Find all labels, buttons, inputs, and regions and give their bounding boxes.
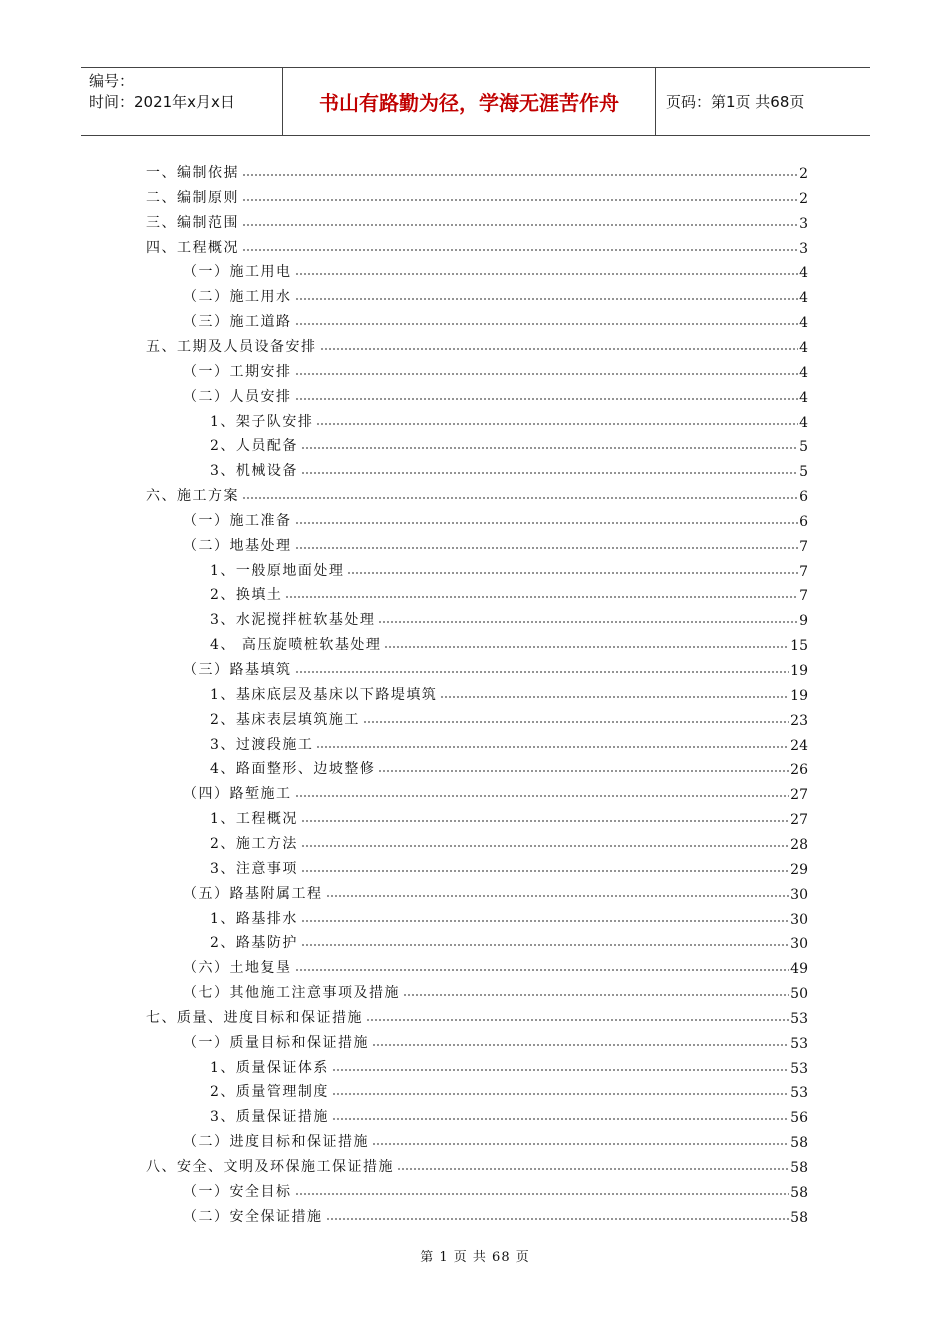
toc-dot-leader: [320, 346, 799, 352]
toc-entry[interactable]: [210, 705, 808, 729]
toc-dot-leader: [242, 247, 798, 253]
toc-entry-page: 19: [790, 687, 808, 704]
toc-entry-title: （一）安全目标: [183, 1183, 292, 1200]
toc-dot-leader: [316, 744, 789, 750]
toc-entry-page: 53: [790, 1010, 808, 1027]
toc-entry-title: 1、架子队安排: [210, 413, 314, 430]
toc-entry-page: 50: [790, 986, 808, 1003]
toc-dot-leader: [242, 197, 798, 203]
toc-entry-page: 56: [790, 1110, 808, 1127]
toc-dot-leader: [378, 768, 789, 774]
toc-entry[interactable]: [210, 1077, 808, 1101]
toc-entry-page: 6: [799, 489, 808, 506]
toc-entry-title: （二）施工用水: [183, 289, 292, 306]
toc-entry-title: （二）安全保证措施: [183, 1208, 323, 1225]
toc-dot-leader: [332, 1116, 789, 1122]
toc-entry-page: 53: [790, 1060, 808, 1077]
toc-entry[interactable]: [210, 804, 808, 828]
toc-entry[interactable]: [210, 1053, 808, 1077]
toc-entry-page: 53: [790, 1035, 808, 1052]
toc-dot-leader: [301, 470, 798, 476]
toc-entry[interactable]: [210, 854, 808, 878]
toc-entry[interactable]: [146, 1152, 808, 1176]
toc-entry-title: 2、质量管理制度: [210, 1084, 329, 1101]
toc-entry-title: 八、安全、文明及环保施工保证措施: [146, 1159, 394, 1175]
toc-entry[interactable]: [210, 829, 808, 853]
toc-entry[interactable]: [146, 233, 808, 257]
toc-entry-title: （三）施工道路: [183, 314, 292, 331]
toc-dot-leader: [378, 619, 798, 625]
toc-entry-title: （二）进度目标和保证措施: [183, 1134, 369, 1151]
toc-entry-page: 6: [799, 513, 808, 530]
toc-entry[interactable]: [183, 357, 808, 381]
toc-entry-page: 58: [790, 1184, 808, 1201]
toc-entry-title: （五）路基附属工程: [183, 885, 323, 902]
toc-entry[interactable]: [183, 978, 808, 1002]
toc-dot-leader: [384, 644, 789, 650]
toc-dot-leader: [295, 520, 799, 526]
toc-entry-title: 四、工程概况: [146, 239, 239, 256]
toc-dot-leader: [326, 893, 790, 899]
toc-entry-title: （一）质量目标和保证措施: [183, 1034, 369, 1051]
toc-entry[interactable]: [210, 605, 808, 629]
toc-entry-page: 9: [799, 613, 808, 630]
toc-dot-leader: [295, 1191, 790, 1197]
toc-entry[interactable]: [183, 1202, 808, 1226]
toc-dot-leader: [366, 1017, 789, 1023]
toc-entry-title: 3、注意事项: [210, 860, 298, 877]
toc-entry[interactable]: [210, 580, 808, 604]
toc-entry-title: 3、质量保证措施: [210, 1109, 329, 1126]
toc-entry-title: （一）工期安排: [183, 363, 292, 380]
toc-entry-title: 1、一般原地面处理: [210, 562, 345, 579]
toc-entry[interactable]: [210, 1102, 808, 1126]
header-motto: 书山有路勤为径，学海无涯苦作舟: [283, 68, 656, 135]
toc-entry-page: 19: [790, 663, 808, 679]
toc-entry-title: 2、基床表层填筑施工: [210, 711, 360, 728]
toc-dot-leader: [295, 793, 790, 799]
toc-dot-leader: [295, 296, 799, 302]
toc-entry[interactable]: [183, 382, 808, 406]
toc-dot-leader: [316, 421, 798, 427]
toc-entry-title: （七）其他施工注意事项及措施: [183, 985, 400, 1002]
toc-entry-title: 七、质量、进度目标和保证措施: [146, 1009, 363, 1026]
toc-entry-title: 3、过渡段施工: [210, 736, 314, 753]
toc-entry-page: 53: [790, 1085, 808, 1102]
toc-dot-leader: [295, 545, 799, 551]
toc-entry-page: 49: [790, 961, 808, 978]
toc-entry-title: （一）施工用电: [183, 264, 292, 281]
toc-entry-title: （六）土地复垦: [183, 960, 292, 977]
toc-entry-title: 4、 高压旋喷桩软基处理: [210, 637, 382, 654]
toc-entry-title: 三、编制范围: [146, 214, 239, 231]
toc-entry-title: 2、换填土: [210, 587, 283, 604]
toc-entry-page: 58: [790, 1209, 808, 1226]
toc-entry-page: 4: [799, 389, 808, 406]
toc-entry-page: 4: [799, 364, 808, 381]
toc-dot-leader: [332, 1091, 789, 1097]
toc-dot-leader: [301, 445, 798, 451]
toc-entry-title: 1、路基排水: [210, 910, 298, 927]
toc-dot-leader: [301, 868, 789, 874]
header-page-info: 页码：第1页 共68页: [666, 93, 805, 111]
toc-dot-leader: [242, 172, 798, 178]
toc-dot-leader: [403, 992, 789, 998]
toc-entry-page: 7: [799, 538, 808, 555]
toc-entry-page: 30: [790, 911, 808, 928]
toc-entry-title: （一）施工准备: [183, 512, 292, 529]
toc-entry[interactable]: [183, 879, 808, 903]
toc-entry-title: 3、水泥搅拌桩软基处理: [210, 612, 376, 629]
toc-entry-page: 2: [799, 166, 808, 182]
time-label: 时间：2021年x月x日: [89, 93, 235, 111]
toc-entry-title: （二）地基处理: [183, 537, 292, 554]
toc-entry-title: 一、编制依据: [146, 165, 239, 181]
toc-dot-leader: [295, 669, 790, 675]
toc-entry-title: 2、路基防护: [210, 935, 298, 952]
header-left-cell: [81, 68, 283, 135]
toc-entry-page: 5: [799, 464, 808, 481]
toc-entry-title: （四）路堑施工: [183, 786, 292, 803]
toc-entry-title: （二）人员安排: [183, 388, 292, 405]
toc-entry[interactable]: [183, 1028, 808, 1052]
toc-entry-title: 六、施工方案: [146, 488, 239, 505]
toc-entry[interactable]: [183, 655, 808, 679]
toc-entry[interactable]: [183, 257, 808, 281]
toc-entry-page: 4: [799, 265, 808, 282]
toc-dot-leader: [301, 843, 789, 849]
toc-entry[interactable]: [146, 183, 808, 207]
toc-entry-title: 3、机械设备: [210, 463, 298, 480]
toc-entry-page: 58: [790, 1160, 808, 1176]
toc-dot-leader: [397, 1166, 789, 1172]
toc-entry-title: 五、工期及人员设备安排: [146, 338, 317, 355]
toc-entry[interactable]: [183, 779, 808, 803]
toc-entry-page: 4: [799, 339, 808, 356]
toc-entry-title: 1、质量保证体系: [210, 1059, 329, 1076]
toc-entry[interactable]: [210, 680, 808, 704]
toc-entry[interactable]: [183, 1177, 808, 1201]
toc-dot-leader: [285, 594, 798, 600]
toc-entry-page: 15: [790, 638, 808, 655]
toc-entry-title: 二、编制原则: [146, 189, 239, 206]
toc-entry-page: 28: [790, 836, 808, 853]
toc-entry[interactable]: [210, 407, 808, 431]
toc-entry[interactable]: [210, 730, 808, 754]
toc-dot-leader: [372, 1141, 789, 1147]
toc-entry-page: 30: [790, 886, 808, 903]
toc-entry-page: 26: [790, 762, 808, 779]
toc-entry-page: 30: [790, 936, 808, 953]
toc-entry-page: 24: [790, 737, 808, 754]
toc-entry-page: 5: [799, 439, 808, 456]
toc-entry-page: 4: [799, 315, 808, 332]
toc-entry-page: 29: [790, 861, 808, 878]
toc-entry[interactable]: [210, 456, 808, 480]
page-footer: 第 1 页 共 68 页: [420, 1250, 530, 1265]
toc-entry-page: 4: [799, 414, 808, 431]
toc-dot-leader: [242, 222, 798, 228]
toc-entry[interactable]: [146, 158, 808, 182]
toc-entry[interactable]: [210, 904, 808, 928]
toc-dot-leader: [363, 719, 789, 725]
toc-dot-leader: [301, 942, 789, 948]
code-label: 编号：: [89, 72, 135, 90]
toc-entry[interactable]: [183, 1127, 808, 1151]
toc-entry-title: 4、路面整形、边坡整修: [210, 761, 376, 778]
toc-dot-leader: [440, 694, 789, 700]
toc-dot-leader: [295, 396, 799, 402]
toc-entry[interactable]: [210, 630, 808, 654]
toc-entry-page: 23: [790, 712, 808, 729]
toc-dot-leader: [347, 570, 798, 576]
toc-entry[interactable]: [146, 208, 808, 232]
toc-entry-title: （三）路基填筑: [183, 662, 292, 678]
toc-entry-page: 27: [790, 812, 808, 829]
toc-entry-title: 1、工程概况: [210, 811, 298, 828]
toc-entry-title: 2、施工方法: [210, 835, 298, 852]
toc-entry-page: 7: [799, 563, 808, 580]
toc-entry[interactable]: [183, 531, 808, 555]
toc-dot-leader: [295, 371, 799, 377]
toc-entry[interactable]: [183, 282, 808, 306]
toc-entry[interactable]: [210, 928, 808, 952]
toc-entry[interactable]: [183, 953, 808, 977]
toc-dot-leader: [295, 321, 799, 327]
toc-entry[interactable]: [146, 481, 808, 505]
toc-entry[interactable]: [146, 1003, 808, 1027]
toc-dot-leader: [295, 967, 790, 973]
page-header: [81, 67, 870, 136]
toc-entry[interactable]: [210, 556, 808, 580]
toc-entry[interactable]: [183, 307, 808, 331]
toc-entry-page: 3: [799, 215, 808, 232]
toc-entry-page: 58: [790, 1135, 808, 1152]
toc-dot-leader: [332, 1067, 789, 1073]
toc-dot-leader: [301, 818, 789, 824]
toc-entry-page: 2: [799, 190, 808, 207]
toc-entry-page: 3: [799, 240, 808, 257]
toc-entry[interactable]: [210, 431, 808, 455]
toc-entry[interactable]: [210, 754, 808, 778]
toc-dot-leader: [372, 1042, 789, 1048]
toc-dot-leader: [301, 918, 789, 924]
toc-dot-leader: [295, 271, 799, 277]
toc-entry[interactable]: [146, 332, 808, 356]
toc-dot-leader: [326, 1216, 790, 1222]
toc-entry[interactable]: [183, 506, 808, 530]
toc-entry-page: 7: [799, 588, 808, 605]
toc-entry-title: 1、基床底层及基床以下路堤填筑: [210, 686, 438, 703]
toc-entry-page: 27: [790, 787, 808, 804]
toc-dot-leader: [242, 495, 798, 501]
toc-entry-page: 4: [799, 290, 808, 307]
toc-entry-title: 2、人员配备: [210, 438, 298, 455]
